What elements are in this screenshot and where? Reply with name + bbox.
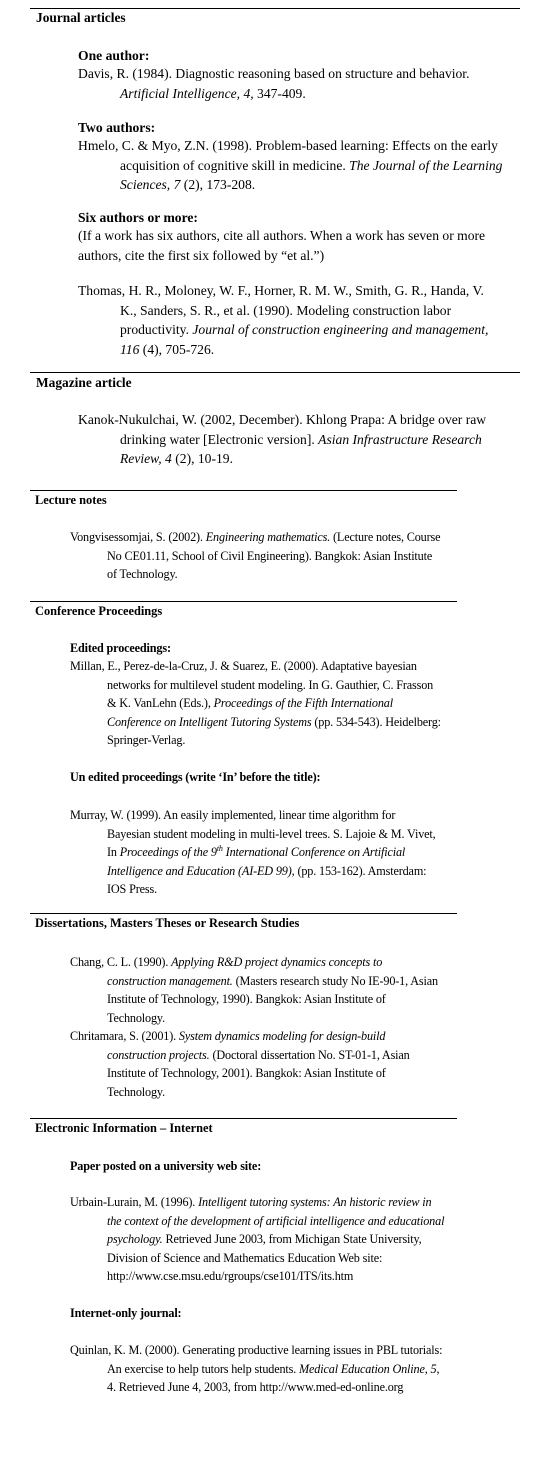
subheading-one-author: One author: xyxy=(78,48,150,63)
section-heading-electronic-information: Electronic Information – Internet xyxy=(35,1121,213,1135)
reference-chritamara: Chritamara, S. (2001). System dynamics modeling for design-build construction projects. (Doctoral dissertation No. ST-01-1, Asian Institute of Technology, 2001). Bangkok: Asian Institute of Technology. xyxy=(70,1029,410,1099)
divider xyxy=(30,8,520,9)
reference-thomas: Thomas, H. R., Moloney, W. F., Horner, R. M. W., Smith, G. R., Handa, V. K., Sanders, S. R., et al. (1990). Modeling construction labor productivity. Journal of construction engineering and management, 116 (4), 705-726. xyxy=(78,283,489,357)
subheading-university-web-site: Paper posted on a university web site: xyxy=(70,1159,262,1173)
section-heading-lecture-notes: Lecture notes xyxy=(35,493,107,507)
section-heading-conference-proceedings: Conference Proceedings xyxy=(35,604,163,618)
divider xyxy=(30,601,457,602)
divider xyxy=(30,490,457,491)
divider xyxy=(30,913,457,914)
reference-millan: Millan, E., Perez-de-la-Cruz, J. & Suarez, E. (2000). Adaptative bayesian networks for multilevel student modeling. In G. Gauthier, C. Frasson & K. VanLehn (Eds.), Proceedings of the Fifth International Conference on Intelligent Tutoring Systems (pp. 534-543). Heidelberg: Springer-Verlag. xyxy=(70,659,441,747)
reference-vongvisessomjai: Vongvisessomjai, S. (2002). Engineering mathematics. (Lecture notes, Course No CE01.11, School of Civil Engineering). Bangkok: Asian Institute of Technology. xyxy=(70,530,441,581)
subheading-six-authors: Six authors or more: xyxy=(78,210,198,225)
subheading-edited-proceedings: Edited proceedings: xyxy=(70,641,171,655)
section-heading-magazine-article: Magazine article xyxy=(36,375,132,390)
reference-urbain-lurain: Urbain-Lurain, M. (1996). Intelligent tutoring systems: An historic review in the context of the development of artificial intelligence and educational psychology. Retrieved June 2003, from Michigan State University, Division of Science and Mathematics Education Web site: http://www.cse.msu.edu/rgroups/cse101/ITS/its.htm xyxy=(70,1195,445,1283)
divider xyxy=(30,372,520,373)
divider xyxy=(30,1118,457,1119)
reference-murray: Murray, W. (1999). An easily implemented, linear time algorithm for Bayesian student modeling in multi-level trees. S. Lajoie & M. Vivet, In Proceedings of the 9th International Conference on Artificial Intelligence and Education (AI-ED 99), (pp. 153-162). Amsterdam: IOS Press. xyxy=(70,808,436,896)
note-six-authors: (If a work has six authors, cite all authors. When a work has seven or more authors, cite the first six followed by “et al.”) xyxy=(78,228,486,263)
subheading-internet-only-journal: Internet-only journal: xyxy=(70,1306,182,1320)
subheading-unedited-proceedings: Un edited proceedings (write ‘In’ before the title): xyxy=(70,770,321,784)
section-heading-dissertations: Dissertations, Masters Theses or Research Studies xyxy=(35,916,300,930)
reference-kanok: Kanok-Nukulchai, W. (2002, December). Khlong Prapa: A bridge over raw drinking water [Electronic version]. Asian Infrastructure Research Review, 4 (2), 10-19. xyxy=(78,412,487,466)
reference-quinlan: Quinlan, K. M. (2000). Generating productive learning issues in PBL tutorials: An exercise to help tutors help students. Medical Education Online, 5, 4. Retrieved June 4, 2003, from http://www.med-ed-online.org xyxy=(70,1343,443,1394)
reference-davis: Davis, R. (1984). Diagnostic reasoning based on structure and behavior. Artificial Intelligence, 4, 347-409. xyxy=(78,66,470,101)
reference-chang: Chang, C. L. (1990). Applying R&D project dynamics concepts to construction management. (Masters research study No IE-90-1, Asian Institute of Technology, 1990). Bangkok: Asian Institute of Technology. xyxy=(70,955,438,1025)
section-heading-journal-articles: Journal articles xyxy=(36,10,126,25)
subheading-two-authors: Two authors: xyxy=(78,120,156,135)
reference-hmelo: Hmelo, C. & Myo, Z.N. (1998). Problem-based learning: Effects on the early acquisition of cognitive skill in medicine. The Journal of the Learning Sciences, 7 (2), 173-208. xyxy=(78,138,503,192)
